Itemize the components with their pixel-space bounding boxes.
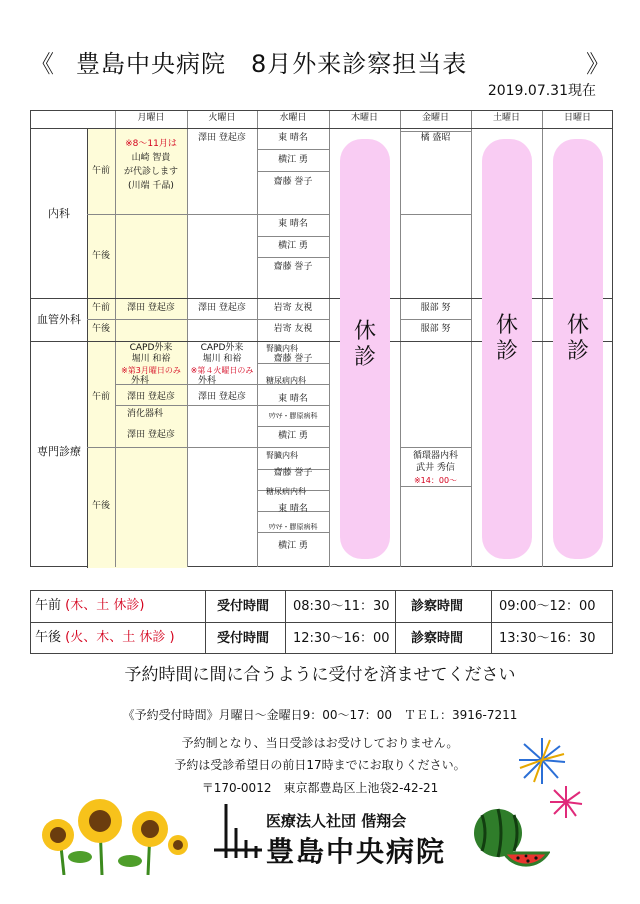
sunflower-illustration (30, 795, 190, 875)
header-tue: 火曜日 (208, 113, 236, 123)
naika-am-fri: 橘 盛昭 (420, 133, 451, 143)
divider (257, 171, 329, 172)
naika-am-wed-3: 齋藤 誉子 (273, 177, 313, 187)
senmon-am-mon-doc1: 堀川 和裕 (131, 354, 171, 364)
divider (257, 257, 329, 258)
period-pm: 午後 (91, 324, 110, 334)
kekkan-am-mon: 澤田 登起彦 (127, 303, 175, 313)
pm-label: 午後 (火、木、土 休診 ) (35, 630, 175, 645)
policy-same-day: 予約制となり、当日受診はお受けしておりません。 (181, 736, 459, 750)
closed-saturday-label: 休 診 (495, 313, 518, 364)
pm-reception-time: 12:30～16：00 (293, 631, 390, 646)
organization-name: 医療法人社団 偕翔会 (266, 812, 407, 830)
header-thu: 木曜日 (350, 113, 378, 123)
senmon-pm-wed-doc2: 東 晴名 (278, 504, 308, 514)
naika-am-wed-2: 横江 勇 (278, 155, 308, 165)
divider (31, 622, 613, 623)
naika-pm-wed-3: 齋藤 誉子 (273, 262, 313, 272)
senmon-am-wed-dept2: 糖尿病内科 (266, 376, 306, 385)
senmon-am-mon-doc3: 澤田 登起彦 (127, 430, 175, 440)
closed-sunday-label: 休 診 (566, 313, 589, 364)
divider (31, 128, 613, 129)
naika-am-mon-regular: (川端 千晶) (128, 181, 174, 191)
senmon-am-wed-doc3: 横江 勇 (278, 431, 308, 441)
header-fri: 金曜日 (421, 113, 449, 123)
header-mon: 月曜日 (137, 113, 165, 123)
title-text: 豊島中央病院 8月外来診察担当表 (76, 50, 468, 78)
divider (257, 426, 329, 427)
title-close-bracket: 》 (586, 50, 610, 78)
header-wed: 水曜日 (279, 113, 307, 123)
kekkan-pm-fri: 服部 努 (420, 324, 451, 334)
section-naika: 内科 (48, 207, 70, 220)
senmon-pm-wed-dept3: ﾘｳﾏﾁ・膠原病科 (268, 523, 318, 531)
closed-thursday-label: 休 診 (353, 319, 376, 370)
divider (400, 447, 471, 448)
pm-exam-label: 診察時間 (411, 631, 464, 646)
period-pm: 午後 (91, 251, 110, 261)
divider (400, 319, 471, 320)
policy-deadline: 予約は受診希望日の前日17時までにお取りください。 (174, 758, 466, 772)
naika-am-mon-doctor: 山崎 智貴 (131, 153, 171, 163)
senmon-am-tue-dept2: 外科 (197, 376, 216, 386)
hospital-logo-mark (212, 800, 264, 864)
senmon-am-tue-dept1: CAPD外来 (200, 343, 244, 353)
title-open-bracket: 《 (30, 50, 54, 78)
reservation-hours: 《予約受付時間》月曜日～金曜日9：00～17：00 ＴＥＬ：3916-7211 (122, 708, 518, 722)
divider (257, 405, 329, 406)
pm-closed-days: (火、木、土 休診 ) (65, 630, 175, 645)
naika-pm-wed-1: 東 晴名 (278, 219, 308, 229)
am-reception-label: 受付時間 (217, 599, 270, 614)
period-am: 午前 (91, 166, 110, 176)
senmon-pm-fri-doc: 武井 秀信 (416, 463, 455, 473)
kekkan-am-fri: 服部 努 (420, 303, 451, 313)
senmon-am-mon-dept3: 消化器科 (126, 409, 163, 419)
hours-table (30, 590, 613, 654)
naika-am-wed-1: 東 晴名 (278, 133, 308, 143)
am-closed-days: (木、土 休診) (65, 598, 145, 613)
header-sun: 日曜日 (563, 113, 591, 123)
notice-text: 予約時間に間に合うように受付を済ませてください (124, 665, 516, 685)
senmon-pm-wed-dept2: 糖尿病内科 (266, 487, 306, 496)
senmon-am-mon-dept2: 外科 (130, 376, 149, 386)
as-of-date: 2019.07.31現在 (487, 83, 596, 99)
senmon-am-wed-dept1: 腎臓内科 (266, 344, 298, 353)
pm-exam-time: 13:30～16：30 (499, 631, 596, 646)
senmon-am-mon-doc2: 澤田 登起彦 (127, 392, 175, 402)
section-senmon: 専門診療 (37, 445, 81, 458)
divider (205, 591, 206, 654)
divider (491, 591, 492, 654)
am-exam-label: 診察時間 (411, 599, 464, 614)
senmon-pm-fri-note: ※14：00～ (413, 476, 458, 485)
divider (87, 214, 329, 215)
senmon-am-wed-doc2: 東 晴名 (278, 394, 308, 404)
senmon-am-tue-doc1: 堀川 和裕 (202, 354, 242, 364)
divider (542, 111, 543, 567)
period-am: 午前 (91, 303, 110, 313)
kekkan-am-tue: 澤田 登起彦 (198, 303, 246, 313)
section-kekkan: 血管外科 (37, 313, 81, 326)
divider (400, 486, 471, 487)
divider (115, 111, 116, 567)
naika-pm-wed-2: 横江 勇 (278, 241, 308, 251)
kekkan-pm-wed: 岩寄 友視 (273, 324, 313, 334)
divider (257, 236, 329, 237)
am-exam-time: 09:00～12：00 (499, 599, 596, 614)
kekkan-am-wed: 岩寄 友視 (273, 303, 313, 313)
schedule-table (30, 110, 613, 567)
divider (115, 405, 187, 406)
senmon-am-wed-dept3: ﾘｳﾏﾁ・膠原病科 (268, 412, 318, 420)
divider (400, 214, 471, 215)
divider (87, 319, 329, 320)
watermelon-illustration (470, 805, 550, 875)
am-reception-time: 08:30～11：30 (293, 599, 390, 614)
divider (187, 111, 188, 567)
senmon-am-tue-doc2: 澤田 登起彦 (198, 392, 246, 402)
divider (257, 149, 329, 150)
divider (395, 591, 396, 654)
am-label: 午前 (木、土 休診) (35, 598, 145, 613)
hospital-name: 豊島中央病院 (266, 835, 447, 868)
senmon-am-wed-doc1: 齋藤 誉子 (273, 354, 313, 364)
senmon-pm-wed-doc1: 齋藤 誉子 (273, 468, 313, 478)
header-sat: 土曜日 (492, 113, 520, 123)
naika-am-mon-sub: が代診します (123, 167, 178, 177)
period-pm: 午後 (91, 501, 110, 511)
naika-am-mon-note: ※8～11月は (125, 139, 177, 149)
divider (87, 447, 329, 448)
divider (187, 405, 257, 406)
senmon-am-mon-note1: ※第3月曜日のみ (121, 366, 181, 375)
divider (400, 131, 471, 132)
senmon-pm-fri-dept: 循環器内科 (412, 451, 458, 461)
divider (285, 591, 286, 654)
period-am: 午前 (91, 392, 110, 402)
senmon-am-tue-note1: ※第４火曜日のみ (190, 366, 254, 375)
address: 〒170-0012 東京都豊島区上池袋2-42-21 (201, 781, 439, 795)
senmon-am-mon-dept1: CAPD外来 (129, 343, 173, 353)
page-title (0, 40, 640, 80)
divider (400, 111, 401, 567)
naika-am-tue: 澤田 登起彦 (198, 133, 246, 143)
senmon-pm-wed-doc3: 横江 勇 (278, 541, 308, 551)
divider (329, 111, 330, 567)
divider (471, 111, 472, 567)
pm-reception-label: 受付時間 (217, 631, 270, 646)
senmon-pm-wed-dept1: 腎臓内科 (266, 451, 298, 460)
